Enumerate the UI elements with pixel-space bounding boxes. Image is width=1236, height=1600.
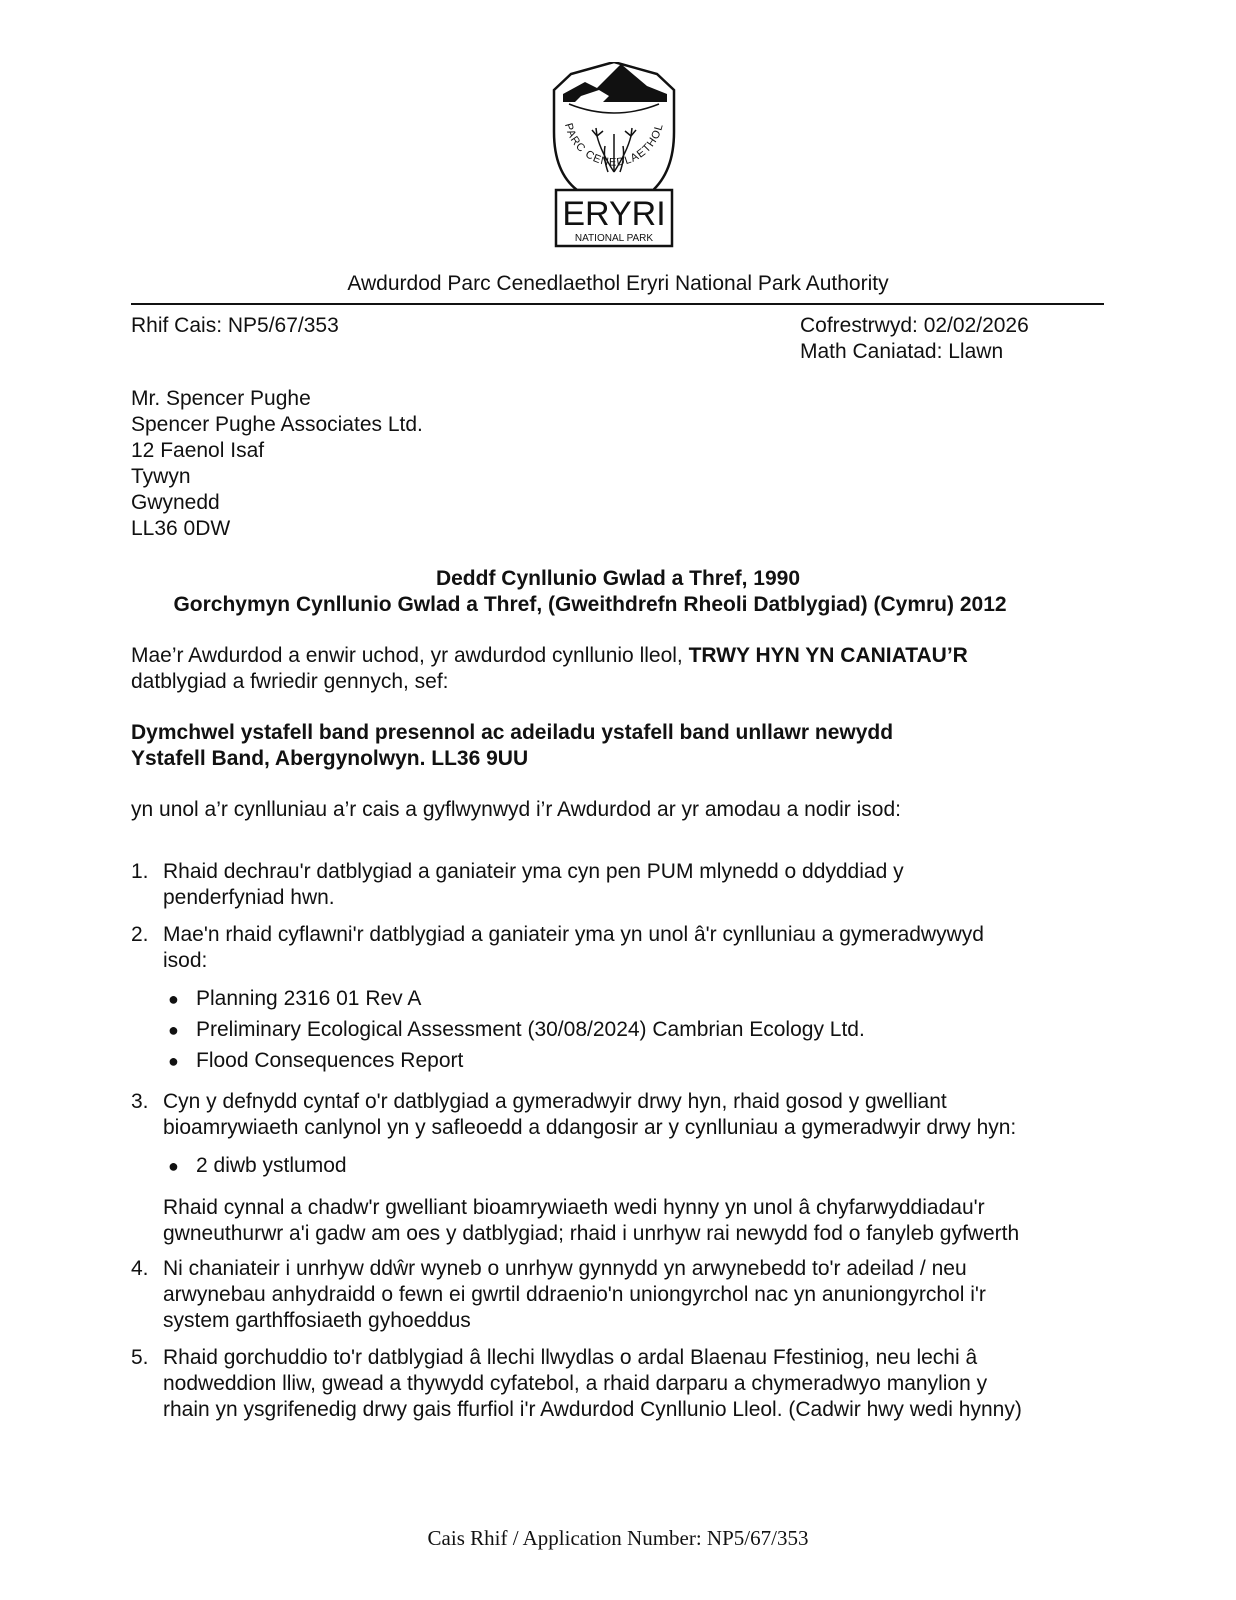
development-location: Ystafell Band, Abergynolwyn. LL36 9UU [131, 747, 529, 770]
condition-number: 4. [131, 1257, 149, 1280]
approved-plan-item: Flood Consequences Report [196, 1049, 464, 1072]
address-line: Tywyn [131, 465, 191, 488]
application-number: Rhif Cais: NP5/67/353 [131, 314, 339, 337]
biodiversity-item: 2 diwb ystlumod [196, 1154, 347, 1177]
approved-plan-item: Preliminary Ecological Assessment (30/08/2024) Cambrian Ecology Ltd. [196, 1018, 865, 1041]
condition-number: 1. [131, 860, 149, 883]
address-line: Mr. Spencer Pughe [131, 387, 311, 410]
grant-statement [131, 643, 968, 669]
bullet-icon: ● [168, 989, 179, 1009]
condition-line: Rhaid dechrau'r datblygiad a ganiateir yma cyn pen PUM mlynedd o ddyddiad y [163, 860, 904, 883]
condition-line: system garthffosiaeth gyhoeddus [163, 1309, 471, 1332]
address-line: Gwynedd [131, 491, 220, 514]
page-footer: Cais Rhif / Application Number: NP5/67/353 [427, 1526, 809, 1550]
condition-line: nodweddion lliw, gwead a thywydd cyfatebol, a rhaid darparu a chymeradwyo manylion y [163, 1372, 988, 1395]
condition-line: Ni chaniateir i unrhyw ddŵr wyneb o unrhyw gynnydd yn arwynebedd to'r adeilad / neu [163, 1257, 967, 1280]
condition-line: arwynebau anhydraidd o fewn ei gwrtil ddraenio'n uniongyrchol nac yn anuniongyrchol i'r [163, 1283, 986, 1306]
condition-line: penderfyniad hwn. [163, 886, 335, 909]
condition-line: Rhaid gorchuddio to'r datblygiad â llechi llwydlas o ardal Blaenau Ffestiniog, neu lechi â [163, 1346, 978, 1369]
logo-subtitle: NATIONAL PARK [574, 233, 654, 244]
condition-line: Rhaid cynnal a chadw'r gwelliant bioamrywiaeth wedi hynny yn unol â chyfarwyddiadau'r [163, 1196, 985, 1219]
registered-date: Cofrestrwyd: 02/02/2026 [800, 314, 1029, 337]
condition-number: 2. [131, 923, 149, 946]
eryri-logo [551, 62, 677, 252]
logo-graphic [551, 62, 677, 252]
authority-name: Awdurdod Parc Cenedlaethol Eryri National Park Authority [347, 272, 889, 295]
grant-statement-cont: datblygiad a fwriedir gennych, sef: [131, 670, 449, 693]
condition-line: gwneuthurwr a'i gadw am oes y datblygiad; rhaid i unrhyw rai newydd fod o fanyleb gyfwerth [163, 1222, 1020, 1245]
condition-line: rhain yn ysgrifenedig drwy gais ffurfiol i'r Awdurdod Cynllunio Lleol. (Cadwir hwy wedi hynny) [163, 1398, 1022, 1421]
address-line: 12 Faenol Isaf [131, 439, 265, 462]
condition-number: 5. [131, 1346, 149, 1369]
development-description: Dymchwel ystafell band presennol ac adeiladu ystafell band unllawr newydd [131, 721, 894, 744]
recipient-address [131, 386, 423, 542]
condition-number: 3. [131, 1090, 149, 1113]
legislation-act: Deddf Cynllunio Gwlad a Thref, 1990 [435, 567, 801, 590]
grant-statement-text: Mae’r Awdurdod a enwir uchod, yr awdurdod cynllunio lleol, [131, 644, 689, 667]
grant-statement-bold: TRWY HYN YN CANIATAU’R [688, 644, 968, 667]
bullet-icon: ● [168, 1051, 179, 1071]
bullet-icon: ● [168, 1156, 179, 1176]
logo-arc-text: PARC CENEDLAETHOL [562, 121, 666, 169]
logo-name: ERYRI [562, 195, 666, 233]
approved-plan-item: Planning 2316 01 Rev A [196, 987, 422, 1010]
conditions-intro: yn unol a’r cynlluniau a’r cais a gyflwynwyd i’r Awdurdod ar yr amodau a nodir isod: [131, 798, 901, 821]
condition-line: bioamrywiaeth canlynol yn y safleoedd a ddangosir ar y cynlluniau a gymeradwyir drwy hyn: [163, 1116, 1017, 1139]
address-line: Spencer Pughe Associates Ltd. [131, 413, 423, 436]
condition-line: isod: [163, 949, 208, 972]
condition-line: Mae'n rhaid cyflawni'r datblygiad a ganiateir yma yn unol â'r cynlluniau a gymeradwywyd [163, 923, 984, 946]
bullet-icon: ● [168, 1020, 179, 1040]
condition-line: Cyn y defnydd cyntaf o'r datblygiad a gymeradwyir drwy hyn, rhaid gosod y gwelliant [163, 1090, 947, 1113]
header-divider [131, 303, 1104, 305]
address-line: LL36 0DW [131, 517, 231, 540]
legislation-order: Gorchymyn Cynllunio Gwlad a Thref, (Gweithdrefn Rheoli Datblygiad) (Cymru) 2012 [173, 593, 1007, 616]
permission-type: Math Caniatad: Llawn [800, 340, 1004, 363]
